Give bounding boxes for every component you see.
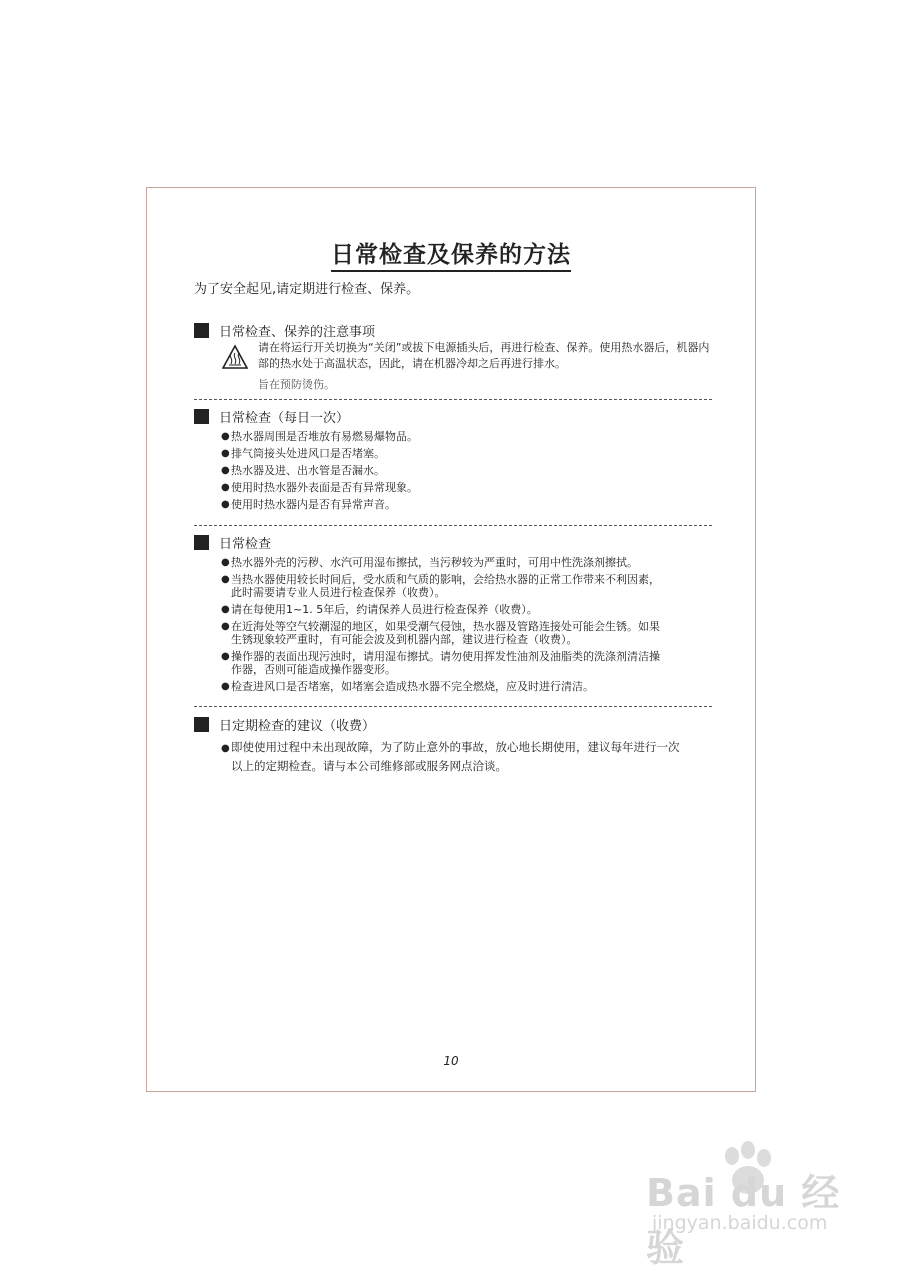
divider: [194, 525, 712, 526]
section-daily-check: [194, 408, 714, 511]
document-page: [146, 187, 756, 1092]
section-precautions: [194, 322, 714, 391]
section-periodic-check: [194, 716, 714, 776]
section-marker: [194, 535, 209, 550]
list-item: ● 使用时热水器外表面是否有异常现象。: [221, 481, 418, 494]
watermark-brand: Bai du 经验: [646, 1171, 841, 1270]
section-marker: [194, 717, 209, 732]
page-number: 10: [443, 1054, 459, 1068]
list-item: ● 热水器及进、出水管是否漏水。: [221, 464, 385, 477]
list-item: ● 请在每使用1~1. 5年后，约请保养人员进行检查保养（收费）。: [221, 603, 538, 616]
section-heading: 日定期检查的建议（收费）: [219, 718, 376, 734]
page-title: 日常检查及保养的方法: [147, 236, 755, 269]
section-routine-check: [194, 534, 714, 693]
list-item: ● 使用时热水器内是否有异常声音。: [221, 498, 396, 511]
list-item: ● 检查进风口是否堵塞，如堵塞会造成热水器不完全燃烧，应及时进行清洁。: [221, 680, 594, 693]
section-heading: 日常检查（每日一次）: [219, 410, 350, 426]
section-heading: 日常检查: [219, 536, 272, 552]
warning-note: 旨在预防烫伤。: [258, 378, 335, 391]
list-item: ● 热水器周围是否堆放有易燃易爆物品。: [221, 430, 418, 443]
list-item: ● 热水器外壳的污秽、水汽可用湿布擦拭，当污秽较为严重时，可用中性洗涤剂擦拭。: [221, 556, 638, 569]
section-heading: 日常检查、保养的注意事项: [219, 324, 376, 340]
baidu-watermark: [646, 1140, 876, 1270]
watermark-url: jingyan.baidu.com: [652, 1212, 828, 1234]
list-item: ● 即使使用过程中未出现故障，为了防止意外的事故，放心地长期使用，建议每年进行一次 以上的定期检查。请与本公司维修部或服务网点洽谈。: [221, 740, 680, 773]
divider: [194, 399, 712, 400]
intro-text: 为了安全起见,请定期进行检查、保养。: [194, 282, 420, 297]
list-item: ● 在近海处等空气较潮湿的地区，如果受潮气侵蚀，热水器及管路连接处可能会生锈。如果 生锈现象较严重时，有可能会波及到机器内部，建议进行检查（收费）。: [221, 620, 660, 646]
divider: [194, 706, 712, 707]
hot-surface-warning-icon: [222, 344, 248, 370]
list-item: ● 当热水器使用较长时间后，受水质和气质的影响，会给热水器的正常工作带来不利因素， 此时需要请专业人员进行检查保养（收费）。: [221, 573, 660, 599]
section-marker: [194, 409, 209, 424]
warning-text: 请在将运行开关切换为“关闭”或拔下电源插头后，再进行检查、保养。使用热水器后，机器内部的热水处于高温状态，因此，请在机器冷却之后再进行排水。: [258, 341, 710, 370]
list-item: ● 排气筒接头处进风口是否堵塞。: [221, 447, 385, 460]
section-marker: [194, 323, 209, 338]
list-item: ● 操作器的表面出现污浊时，请用湿布擦拭。请勿使用挥发性油剂及油脂类的洗涤剂清洁操 作器，否则可能造成操作器变形。: [221, 650, 660, 676]
